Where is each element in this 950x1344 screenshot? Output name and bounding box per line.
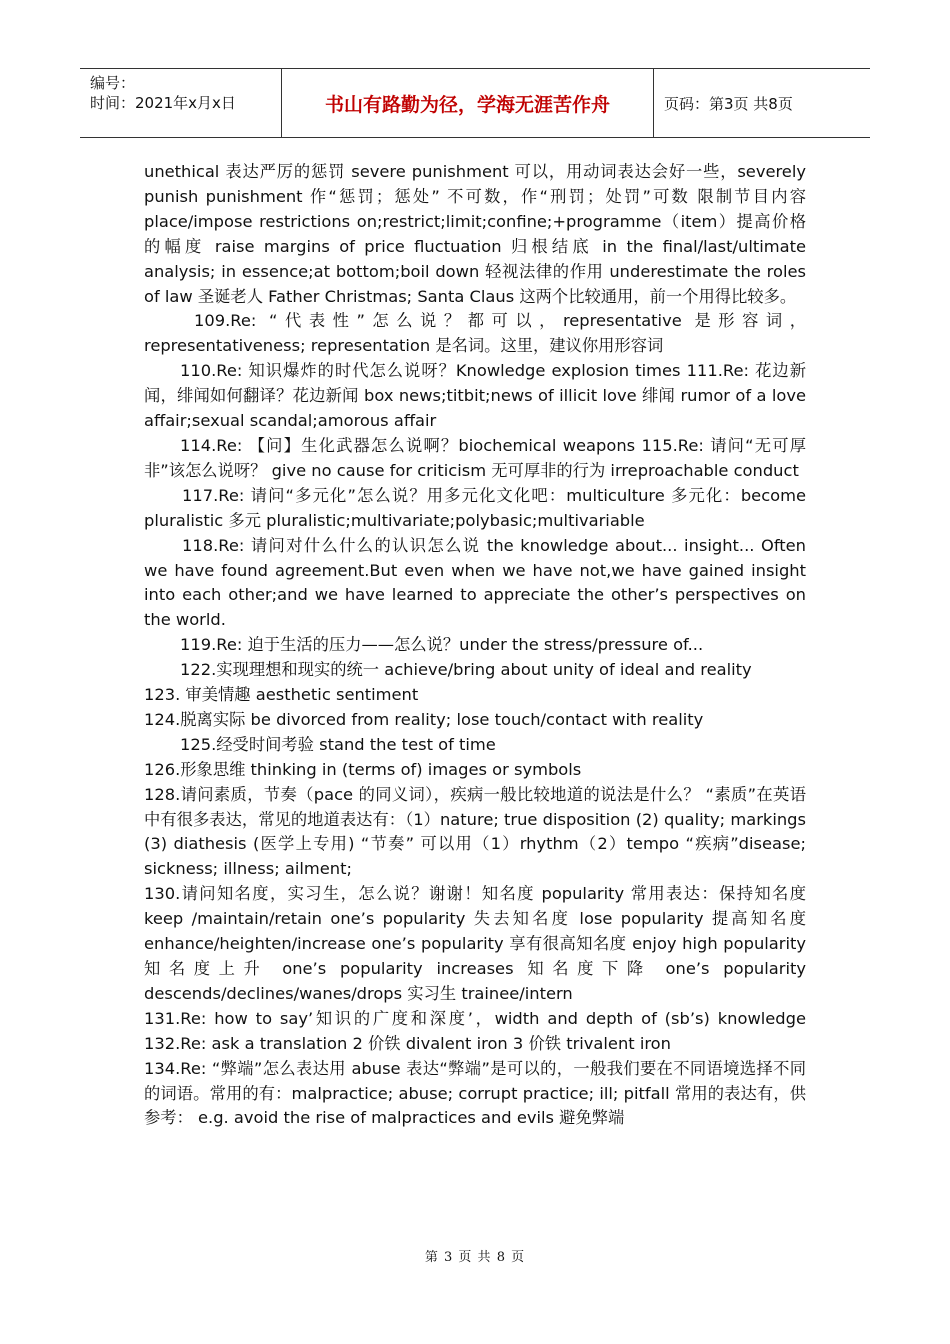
paragraph: 114.Re: 【问】生化武器怎么说啊？biochemical weapons 115.Re: 请问“无可厚非”该怎么说呀？ give no cause for criticism 无可厚非的行为 irreproachable conduct bbox=[144, 435, 806, 480]
paragraph: 126.形象思维 thinking in (terms of) images or symbols bbox=[144, 759, 582, 779]
paragraph: 123. 审美情趣 aesthetic sentiment bbox=[144, 685, 419, 705]
header-page-cell bbox=[654, 69, 870, 137]
paragraph: 128.请问素质，节奏（pace 的同义词），疾病一般比较地道的说法是什么？ “素质”在英语中有很多表达，常见的地道表达有：（1）nature; true disposition (2) quality; markings (3) diathesis (医学上专用) “节奏” 可以用（1）rhythm（2）tempo “疾病”disease; sickness; illness; ailment; bbox=[144, 784, 806, 879]
document-body bbox=[144, 160, 806, 1131]
paragraph: 119.Re: 迫于生活的压力——怎么说？under the stress/pressure of... bbox=[180, 635, 704, 655]
paragraph: 122.实现理想和现实的统一 achieve/bring about unity of ideal and reality bbox=[180, 660, 752, 680]
paragraph: 124.脱离实际 be divorced from reality; lose touch/contact with reality bbox=[144, 709, 704, 729]
paragraph: 131.Re: how to say’知识的广度和深度’，width and depth of (sb’s) knowledge 132.Re: ask a translation 2 价铁 divalent iron 3 价铁 trivalent iron bbox=[144, 1008, 806, 1053]
paragraph: 130.请问知名度，实习生，怎么说？谢谢！知名度 popularity 常用表达：保持知名度 keep /maintain/retain one’s popularity 失去知名度 lose popularity 提高知名度 enhance/heighten/increase one’s popularity 享有很高知名度 enjoy high popularity 知名度上升 one’s popularity increases 知名度下降 one’s popularity descends/declines/wanes/drops 实习生 trainee/intern bbox=[144, 884, 806, 1003]
paragraph: 134.Re: “弊端”怎么表达用 abuse 表达“弊端”是可以的，一般我们要在不同语境选择不同的词语。常用的有：malpractice; abuse; corrupt practice; ill; pitfall 常用的表达有，供参考： e.g. avoid the rise of malpractices and evils 避免弊端 bbox=[144, 1058, 806, 1128]
header-info-cell bbox=[80, 69, 282, 137]
motto-text: 书山有路勤为径，学海无涯苦作舟 bbox=[324, 93, 610, 116]
header-motto-cell bbox=[282, 69, 654, 137]
paragraph: unethical 表达严厉的惩罚 severe punishment 可以，用动词表达会好一些，severely punish punishment 作“惩罚；惩处” 不可数，作“刑罚；处罚”可数 限制节目内容 place/impose restrictions on;restrict;limit;confine;+programme（item）提高价格的幅度 raise margins of price fluctuation 归根结底 in the final/last/ultimate analysis; in essence;at bottom;boil down 轻视法律的作用 underestimate the roles of law 圣诞老人 Father Christmas; Santa Claus 这两个比较通用，前一个用得比较多。 bbox=[144, 162, 806, 306]
page-info: 页码：第3页 共8页 bbox=[664, 94, 793, 113]
number-label: 编号： bbox=[90, 74, 136, 92]
page-footer bbox=[0, 1246, 950, 1265]
page-header bbox=[80, 68, 870, 138]
paragraph: 110.Re: 知识爆炸的时代怎么说呀？Knowledge explosion times 111.Re: 花边新闻，绯闻如何翻译？花边新闻 box news;titbit;news of illicit love 绯闻 rumor of a love affair;sexual scandal;amorous affair bbox=[144, 361, 806, 431]
paragraph: 118.Re: 请问对什么什么的认识怎么说 the knowledge about... insight... Often we have found agreement.But even when we have not,we have gained insight into each other;and we have learned to appreciate the other’s perspectives on the world. bbox=[144, 535, 806, 630]
paragraph: 125.经受时间考验 stand the test of time bbox=[180, 734, 496, 754]
paragraph: 117.Re: 请问“多元化”怎么说？用多元化文化吧：multiculture 多元化：become pluralistic 多元 pluralistic;multivariate;polybasic;multivariable bbox=[144, 485, 806, 530]
time-label: 时间：2021年x月x日 bbox=[90, 94, 236, 112]
paragraph: 109.Re: “代表性”怎么说？都可以，representative 是形容词，representativeness; representation 是名词。这里，建议你用形容词 bbox=[144, 311, 806, 356]
footer-page-number: 第 3 页 共 8 页 bbox=[424, 1250, 526, 1265]
